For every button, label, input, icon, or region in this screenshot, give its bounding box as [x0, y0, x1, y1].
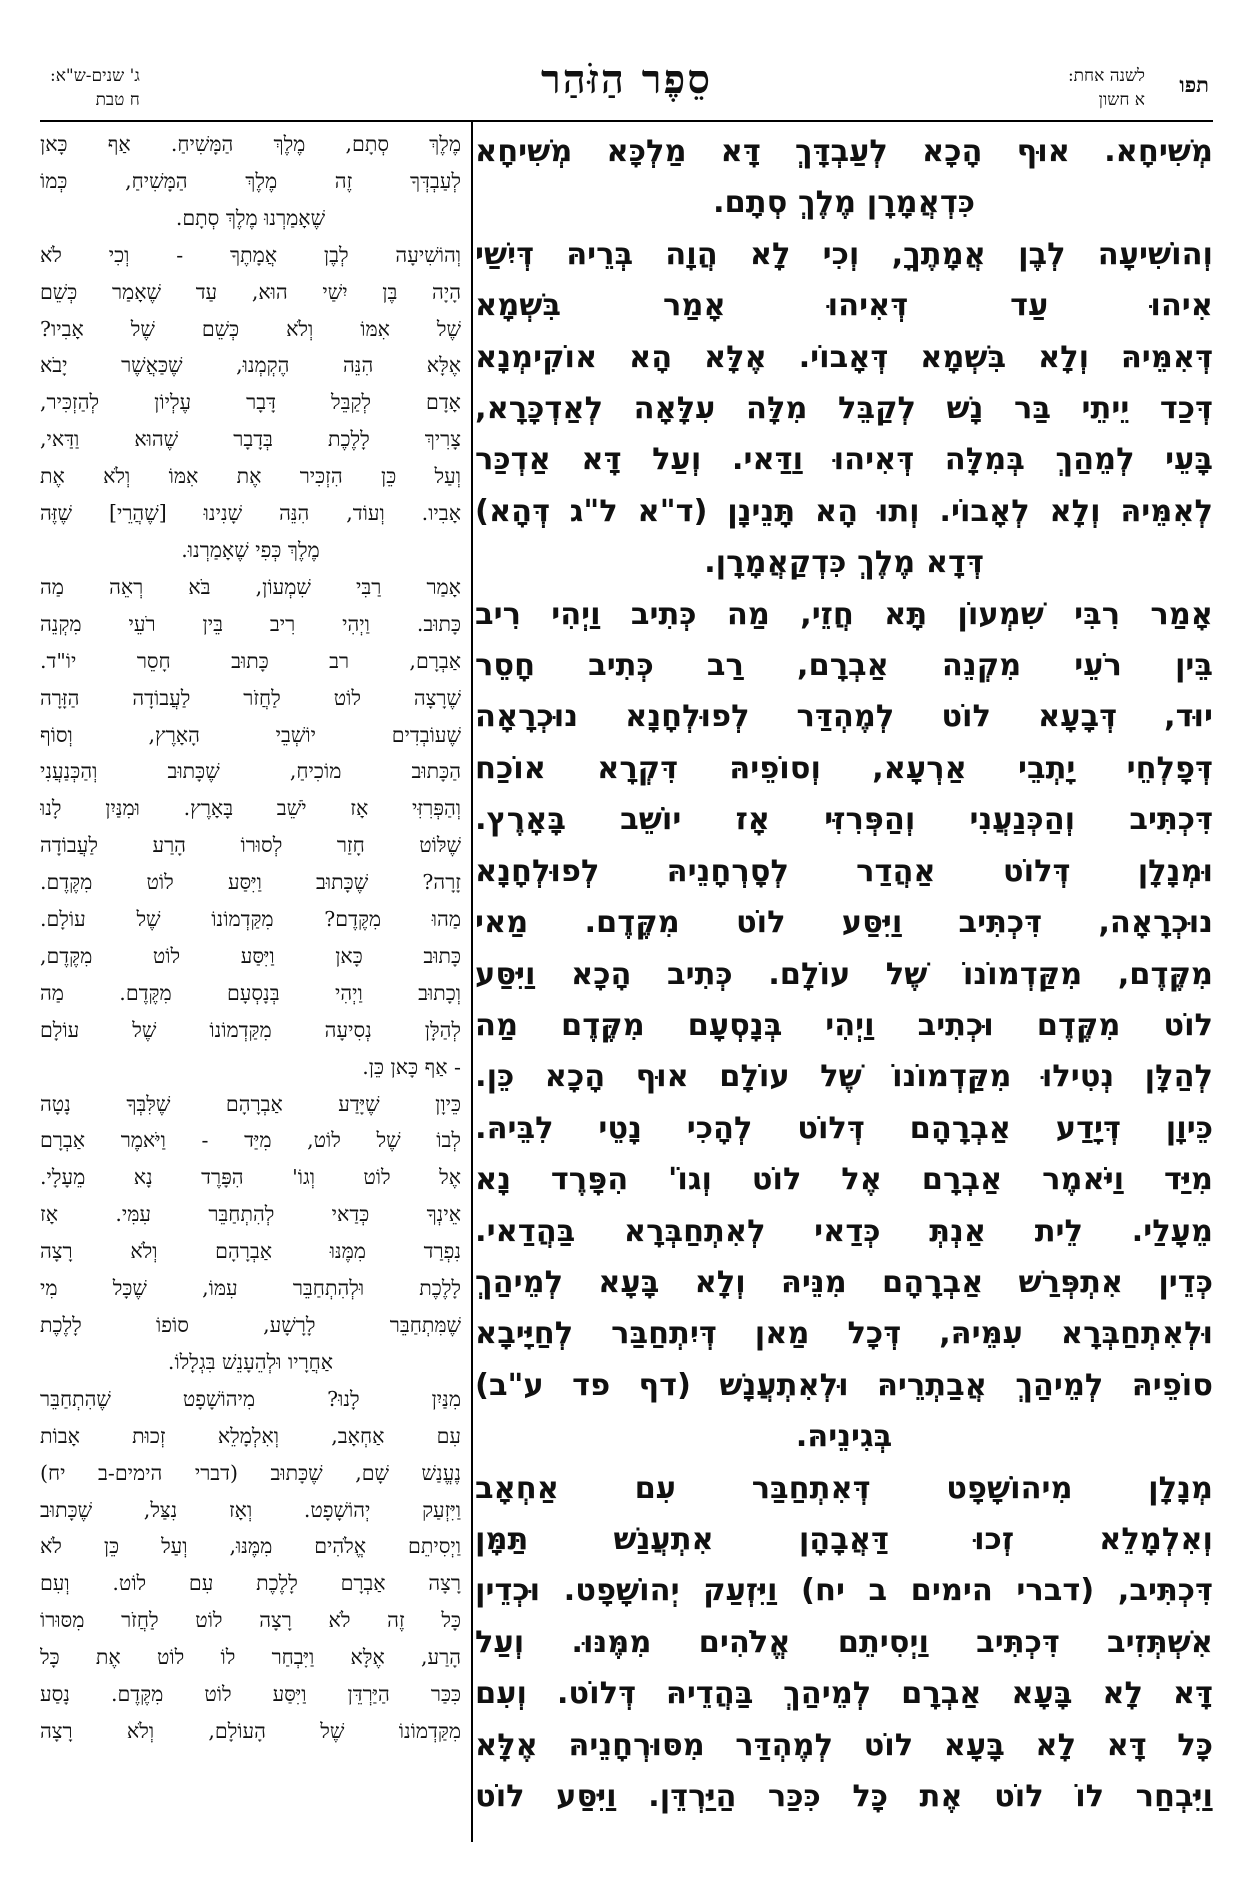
text-line: שֶׁאָמַרְנוּ מֶלֶךְ סְתָם.: [175, 205, 326, 230]
text-line: שֶׁמִּתְחַבֵּר לָרָשָׁע, סוֹפוֹ לָלֶכֶת: [40, 1313, 461, 1337]
text-line: וְאִלְמָלֵא זְכוּ דַּאֲבָהָן אִתְעֲנַשׁ תַּמָּן: [475, 1521, 1213, 1557]
text-line: כֵּיוָן דְּיָדַע אַבְרָהָם דְּלוֹט לְהָכִי נָטֵי לִבֵּיהּ.: [475, 1110, 1213, 1146]
text-line: וּמְנָלָן דְּלוֹט אַהֲדַר לְסָרְחָנֵיהּ לְפוּלְחָנָא: [475, 853, 1213, 889]
text-line: לוֹט מִקֶּדֶם וּכְתִיב וַיְהִי בְּנָסְעָם מִקֶּדֶם מַה: [475, 1007, 1213, 1043]
text-line: מִקֶּדֶם, מִקַּדְמוֹנוֹ שֶׁל עוֹלָם. כְּתִיב הָכָא וַיִּסַּע: [475, 956, 1213, 992]
text-line: עִם אַחְאָב, וְאִלְמָלֵא זְכוּת אָבוֹת: [40, 1423, 461, 1448]
text-line: מֵעָלַי. לֵית אַנְתְּ כְּדַאי לְאִתְחַבְּרָא בַּהֲדַאי.: [475, 1213, 1213, 1249]
text-line: כְּדֵין אִתְפְּרַשׁ אַבְרָהָם מִנֵּיהּ וְלָא בָּעָא לְמֵיהַךְ: [475, 1264, 1213, 1300]
text-line: וְהוֹשִׁיעָה לְבֶן אֲמָתֶךָ - וְכִי לֹא: [40, 242, 461, 267]
text-line: וְכָתוּב וַיְהִי בְּנָסְעָם מִקֶּדֶם. מַה: [40, 980, 461, 1005]
text-line: בֵּין רֹעֵי מִקְנֵה אַבְרָם, רַב כְּתִיב חָסֵר: [475, 648, 1213, 684]
text-line: אַחֲרָיו וּלְהֵעָנֵשׁ בִּגְלָלוֹ.: [167, 1349, 334, 1374]
reading-schedule-three-years: [50, 64, 140, 112]
text-line: מִקַּדְמוֹנוֹ שֶׁל הָעוֹלָם, וְלֹא רָצָה: [40, 1718, 461, 1743]
text-line: שֶׁלּוֹט חָזַר לְסוּרוֹ הָרַע לַעֲבוֹדָה: [40, 833, 461, 858]
text-line: דְּכַד יֵיתֵי בַּר נָשׁ לְקַבֵּל מִלָּה עִלָּאָה לְאַדְכָּרָא,: [475, 391, 1213, 427]
text-line: כָּתוּב כָּאן וַיִּסַּע לוֹט מִקֶּדֶם,: [40, 943, 461, 968]
text-line: לְעַבְדְּךָ זֶה מֶלֶךְ הַמָּשִׁיחַ, כְּמוֹ: [40, 168, 461, 193]
text-line: דְּדָא מֶלֶךְ כִּדְקַאֲמָרָן.: [704, 545, 984, 581]
text-line: מֶלֶךְ סְתָם, מֶלֶךְ הַמָּשִׁיחַ. אַף כָּאן: [40, 132, 461, 156]
text-line: וַיִּזְעַק יְהוֹשָׁפָט. וְאָז נִצַּל, שֶׁכָּתוּב: [40, 1497, 461, 1522]
text-line: וְהוֹשִׁיעָה לְבֶן אֲמָתֶךָ, וְכִי לָא הֲוָה בְּרֵיהּ דְּיִשַׁי: [475, 236, 1213, 272]
text-line: כֵּיוָן שֶׁיָּדַע אַבְרָהָם שֶׁלִּבְּךָ נָטָה: [40, 1091, 461, 1116]
text-line: - אַף כָּאן כֵּן.: [362, 1054, 461, 1079]
text-line: נֶעֱנַשׁ שָׁם, שֶׁכָּתוּב (דברי הימים-ב יח): [40, 1460, 461, 1485]
aramaic-text-column: [475, 126, 1213, 1841]
text-line: דְּפָלְחֵי יָתְבֵי אַרְעָא, וְסוֹפֵיהּ דִּקְרָא אוֹכַח: [475, 750, 1213, 786]
text-line: דָּא לָא בָּעָא אַבְרָם לְמֵיהַךְ בַּהֲדֵיהּ דְּלוֹט. וְעִם: [475, 1676, 1213, 1712]
text-line: אָבִיו. וְעוֹד, הִנֵּה שָׁנִינוּ [שֶׁהֲרֵי] שֶׁזֶּה: [40, 501, 461, 526]
text-line: לָלֶכֶת וּלְהִתְחַבֵּר עִמּוֹ, שֶׁכָּל מִי: [40, 1276, 461, 1301]
text-line: סוֹפֵיהּ לְמֵיהַךְ אֲבַתְרֵיהּ וּלְאִתְעֲנָשׁ (דף פד ע"ב): [475, 1367, 1213, 1403]
text-line: כָּל זֶה לֹא רָצָה לוֹט לַחֲזֹר מִסּוּרוֹ: [40, 1608, 461, 1633]
text-line: אֶלָּא הִנֵּה הֶקְמְנוּ, שֶׁכַּאֲשֶׁר יָבֹא: [40, 353, 461, 378]
header-divider: [40, 120, 1213, 122]
text-line: וַיִּבְחַר לוֹ לוֹט אֶת כָּל כִּכַּר הַיַּרְדֵּן. וַיִּסַּע לוֹט: [475, 1779, 1213, 1814]
text-line: הָרַע, אֶלָּא וַיִּבְחַר לוֹ לוֹט אֶת כָּל: [40, 1645, 461, 1670]
text-line: אָמַר רִבִּי שִׁמְעוֹן תָּא חֲזֵי, מַה כְּתִיב וַיְהִי רִיב: [475, 596, 1213, 632]
text-line: דִּכְתִּיב וְהַכְּנַעֲנִי וְהַפְּרִזִּי אָז יוֹשֵׁב בָּאָרֶץ.: [475, 802, 1213, 838]
text-line: לְהַלָּן נְטִילוּ מִקַּדְמוֹנוֹ שֶׁל עוֹלָם אוּף הָכָא כֵּן.: [475, 1059, 1213, 1095]
column-divider: [471, 122, 473, 1842]
text-line: מְנָלָן מִיהוֹשָׁפָט דְּאִתְחַבַּר עִם אַחְאָב: [475, 1470, 1213, 1506]
text-line: מִיַּד וַיֹּאמֶר אַבְרָם אֶל לוֹט וְגוֹ' הִפָּרֶד נָא: [475, 1162, 1213, 1198]
page-number: תפו: [1179, 72, 1209, 97]
text-line: מֶלֶךְ כְּפִי שֶׁאָמַרְנוּ.: [181, 537, 320, 562]
text-line: אֶל לוֹט וְגוֹ' הִפָּרֶד נָא מֵעָלָי.: [40, 1165, 461, 1190]
text-line: נִפְרַד מִמֶּנּוּ אַבְרָהָם וְלֹא רָצָה: [40, 1239, 461, 1264]
text-line: לְהַלָּן נְסִיעָה מִקַּדְמוֹנוֹ שֶׁל עוֹלָם: [40, 1017, 461, 1042]
text-line: וּלְאִתְחַבְּרָא עִמֵּיהּ, דְּכָל מַאן דְּיִתְחַבַּר לְחַיָּיבָא: [475, 1316, 1213, 1352]
text-line: שֶׁעוֹבְדִים יוֹשְׁבֵי הָאָרֶץ, וְסוֹף: [40, 722, 461, 747]
page-header: [40, 56, 1213, 120]
text-line: רָצָה אַבְרָם לָלֶכֶת עִם לוֹט. וְעִם: [40, 1571, 461, 1596]
text-line: דִּכְתִּיב, (דברי הימים ב יח) וַיִּזְעַק יְהוֹשָׁפָט. וּכְדֵין: [475, 1573, 1213, 1609]
text-line: שֶׁרָצָה לוֹט לַחֲזֹר לַעֲבוֹדָה הַזָּרָה: [40, 685, 461, 710]
text-line: בָּעֵי לְמֵהַךְ בְּמִלָּה דְּאִיהוּ וַדַּאי. וְעַל דָּא אַדְכַּר: [475, 442, 1213, 478]
text-line: נוּכְרָאָה, דִּכְתִּיב וַיִּסַּע לוֹט מִקֶּדֶם. מַאי: [475, 905, 1213, 941]
text-line: הָיָה בֶּן יִשַׁי הוּא, עַד שֶׁאָמַר כְּשֵׁם: [40, 279, 461, 304]
text-line: כָּל דָּא לָא בָּעָא לוֹט לְמֶהְדַּר מִסּוּרְחָנֵיהּ אֶלָּא: [475, 1727, 1213, 1763]
text-line: אַבְרָם, רב כָּתוּב חָסֵר יוֹ"ד.: [40, 648, 461, 673]
text-line: אָמַר רַבִּי שִׁמְעוֹן, בֹּא רְאֵה מַה: [40, 574, 461, 599]
text-line: וְעַל כֵּן הִזְכִּיר אֶת אִמּוֹ וְלֹא אֶת: [40, 464, 461, 489]
text-line: דְּאִמֵּיהּ וְלָא בִּשְׁמָא דְּאָבוֹי. אֶלָּא הָא אוֹקִימְנָא: [475, 339, 1213, 375]
text-line: אָדָם לְקַבֵּל דָּבָר עֶלְיוֹן לְהַזְכִּיר,: [40, 390, 461, 415]
text-line: זָרָה? שֶׁכָּתוּב וַיִּסַּע לוֹט מִקֶּדֶם.: [40, 870, 461, 895]
text-line: מַהוּ מִקֶּדֶם? מִקַּדְמוֹנוֹ שֶׁל עוֹלָם.: [40, 907, 461, 932]
book-title: סֵפֶר הַזֹּהַר: [541, 56, 712, 103]
text-line: אִשְׁתְּזִיב דִּכְתִּיב וַיְסִיתֵם אֱלֹהִים מִמֶּנּוּ. וְעַל: [475, 1624, 1213, 1660]
text-line: וַיְסִיתֵם אֱלֹהִים מִמֶּנּוּ, וְעַל כֵּן לֹא: [40, 1534, 461, 1559]
text-line: בְּגִינֵיהּ.: [795, 1419, 893, 1455]
text-line: כָּתוּב. וַיְהִי רִיב בֵּין רֹעֵי מִקְנֵה: [40, 611, 461, 636]
text-line: כִּכַּר הַיַּרְדֵּן וַיִּסַּע לוֹט מִקֶּדֶם. נָסַע: [40, 1682, 461, 1707]
text-line: הַכָּתוּב מוֹכִיחַ, שֶׁכָּתוּב וְהַכְּנַעֲנִי: [40, 759, 461, 784]
schedule-date: א חשון: [1098, 90, 1145, 110]
text-line: אֵינְךָ כְּדַאי לְהִתְחַבֵּר עִמִּי. אָז: [40, 1202, 461, 1227]
text-line: צָרִיךְ לָלֶכֶת בְּדָבָר שֶׁהוּא וַדַּאי,: [40, 427, 461, 452]
text-line: מְשִׁיחָא. אוּף הָכָא לְעַבְדָּךְ דָּא מַלְכָּא מְשִׁיחָא: [475, 134, 1213, 169]
text-line: לְאִמֵּיהּ וְלָא לְאָבוֹי. וְתוּ הָא תָּנֵינָן (ד"א ל"ג דְּהָא): [475, 493, 1213, 529]
text-line: שֶׁל אִמּוֹ וְלֹא כְּשֵׁם שֶׁל אָבִיו?: [40, 316, 461, 341]
text-line: יוּד, דְּבָעָא לוֹט לְמֶהְדַּר לְפוּלְחָנָא נוּכְרָאָה: [475, 699, 1213, 735]
schedule-label: לשנה אחת:: [1067, 66, 1145, 86]
schedule-date: ח טבת: [95, 90, 140, 110]
text-line: כִּדְאֲמָרָן מֶלֶךְ סְתָם.: [712, 185, 976, 221]
text-line: לְבוֹ שֶׁל לוֹט, מִיַּד - וַיֹּאמֶר אַבְרָם: [40, 1128, 461, 1153]
hebrew-translation-column: [40, 126, 461, 1841]
text-line: מִנַּיִן לָנוּ? מִיהוֹשָׁפָט שֶׁהִתְחַבֵּר: [40, 1386, 461, 1411]
text-line: אִיהוּ עַד דְּאִיהוּ אָמַר בִּשְׁמָא: [475, 288, 1213, 324]
text-line: וְהַפְּרִזִּי אָז יֹשֵׁב בָּאָרֶץ. וּמִנַּיִן לָנוּ: [40, 796, 461, 821]
schedule-label: ג' שנים-ש"א:: [50, 66, 140, 86]
